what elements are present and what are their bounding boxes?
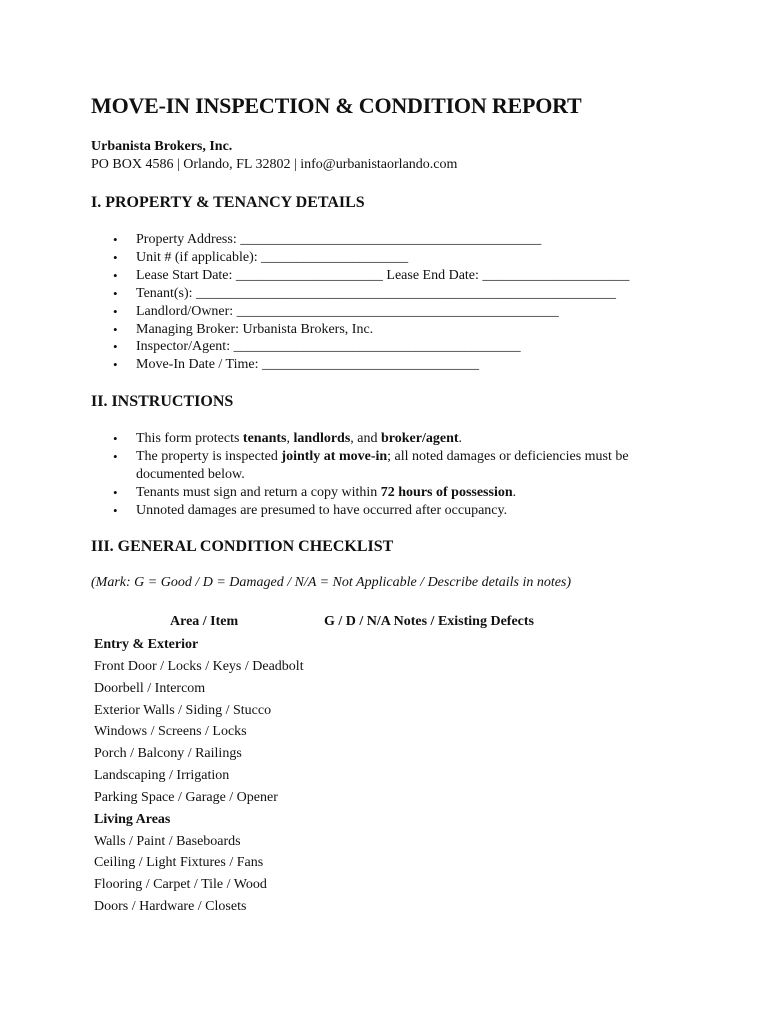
column-header-area-item: Area / Item [170,614,239,629]
checklist-row: Parking Space / Garage / Opener [94,789,278,805]
checklist-row: Walls / Paint / Baseboards [94,833,241,849]
list-item [113,231,673,249]
instruction-text: Tenants must sign and return a copy within [136,484,381,500]
list-item [113,484,673,502]
instruction-emphasis: 72 hours of possession [380,484,513,500]
condition-checklist [94,636,304,920]
managing-broker-text: Managing Broker: Urbanista Brokers, Inc. [136,321,374,337]
list-item [113,338,673,356]
instructions-list [113,430,673,520]
list-item [113,321,673,339]
list-item [113,249,673,267]
checklist-row: Ceiling / Light Fixtures / Fans [94,855,264,871]
property-address-field: Property Address: ___________________________________________ [136,232,542,247]
instruction-text: This form protects [136,431,243,446]
checklist-row: Windows / Screens / Locks [94,724,247,740]
document-title: MOVE-IN INSPECTION & CONDITION REPORT [91,93,582,118]
checklist-row: Porch / Balcony / Railings [94,746,242,762]
inspector-agent-field: Inspector/Agent: _________________________________________ [136,339,521,355]
list-item [113,303,673,321]
instruction-emphasis: tenants [242,431,287,446]
property-details-list [113,231,673,374]
instruction-text: . [512,484,517,500]
checklist-row: Landscaping / Irrigation [94,768,230,784]
instruction-emphasis: jointly at move-in [281,448,388,464]
instruction-text: , [286,431,294,446]
landlord-owner-field: Landlord/Owner: ______________________________________________ [136,303,559,319]
list-item [113,430,673,448]
section-heading-instructions: II. INSTRUCTIONS [91,393,234,410]
instruction-text: , and [350,431,382,446]
instruction-text: Unnoted damages are presumed to have occurred after occupancy. [136,502,508,518]
checklist-row: Exterior Walls / Siding / Stucco [94,702,272,718]
list-item [113,448,673,484]
company-name: Urbanista Brokers, Inc. [91,139,233,154]
section-heading-property-details: I. PROPERTY & TENANCY DETAILS [91,194,365,211]
company-contact: PO BOX 4586 | Orlando, FL 32802 | info@urbanistaorlando.com [91,157,458,172]
lease-dates-field: Lease Start Date: _____________________ Lease End Date: _____________________ [136,267,630,283]
list-item [113,267,673,285]
instruction-text: . [458,431,463,446]
tenants-field: Tenant(s): ____________________________________________________________ [136,285,617,301]
instruction-emphasis: broker/agent [381,431,459,446]
list-item [113,356,673,374]
marking-legend: (Mark: G = Good / D = Damaged / N/A = Not Applicable / Describe details in notes) [91,575,572,590]
list-item [113,502,673,520]
unit-number-field: Unit # (if applicable): _____________________ [136,249,409,265]
checklist-group-heading: Entry & Exterior [94,637,199,652]
instruction-text: ; all noted damages or deficiencies must be documented below. [136,448,629,482]
checklist-row: Doors / Hardware / Closets [94,899,247,915]
checklist-row: Front Door / Locks / Keys / Deadbolt [94,658,304,674]
checklist-row: Flooring / Carpet / Tile / Wood [94,877,267,893]
section-heading-checklist: III. GENERAL CONDITION CHECKLIST [91,538,394,555]
column-header-condition-notes: G / D / N/A Notes / Existing Defects [324,614,534,629]
instruction-emphasis: landlords [293,431,351,446]
instruction-text: The property is inspected [136,448,282,464]
move-in-date-time-field: Move-In Date / Time: _______________________________ [136,357,479,373]
checklist-row: Doorbell / Intercom [94,680,206,696]
list-item [113,285,673,303]
checklist-group-heading: Living Areas [94,811,171,827]
